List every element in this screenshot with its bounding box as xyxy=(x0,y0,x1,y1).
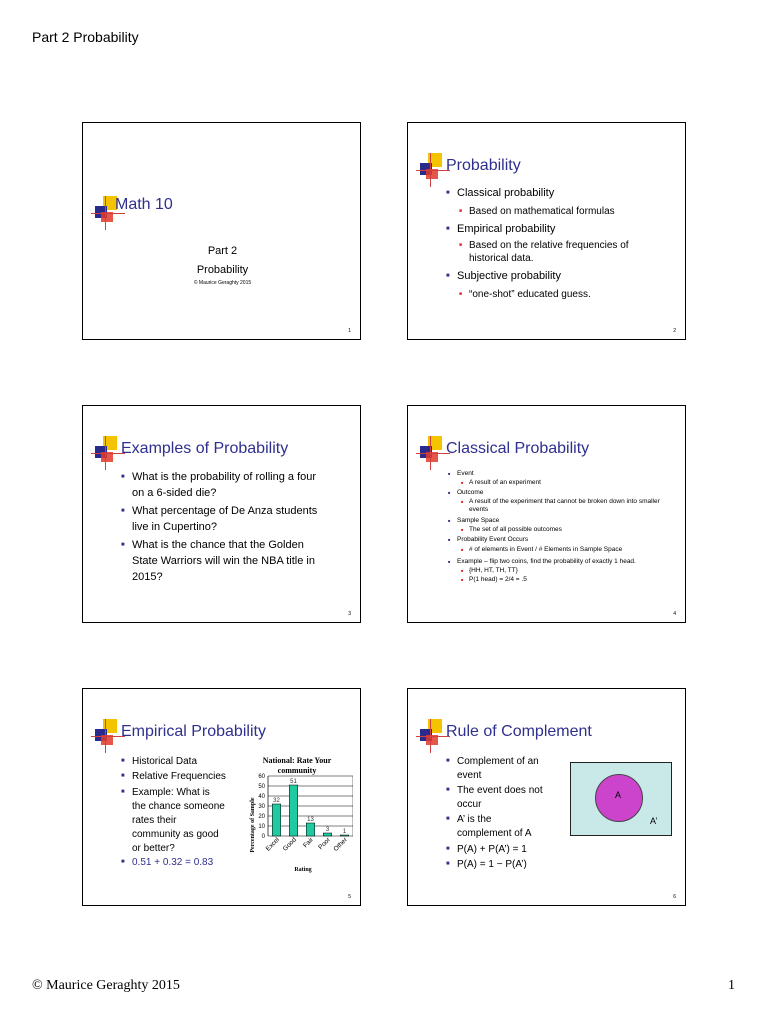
venn-diagram xyxy=(570,762,672,836)
sub-bullet-item: ■ A result of the experiment that cannot be broken down into smaller xyxy=(469,498,660,506)
bullet-item: ■ What is the chance that the Golden xyxy=(132,538,304,553)
slide-title: Probability xyxy=(446,157,521,174)
bullet-item: ■ What is the probability of rolling a four xyxy=(132,470,316,485)
chart-data-label: 3 xyxy=(325,827,330,833)
chart-y-tick-label: 40 xyxy=(258,794,265,800)
slide-logo-icon xyxy=(416,436,450,470)
sub-bullet-item: ■ {HH, HT, TH, TT} xyxy=(469,567,518,575)
bullet-continuation: on a 6-sided die? xyxy=(132,487,217,499)
chart-x-tick-label: Good xyxy=(281,836,298,853)
sub-bullet-continuation: historical data. xyxy=(469,253,534,264)
chart-y-tick-label: 10 xyxy=(258,824,265,830)
bullet-item: ■ Event xyxy=(457,470,474,478)
slide-title: Empirical Probability xyxy=(121,723,266,740)
chart-x-axis-label: Rating xyxy=(294,867,312,873)
chart-title: National: Rate Your xyxy=(262,756,332,765)
chart-y-tick-label: 60 xyxy=(258,774,265,780)
bullet-continuation: occur xyxy=(457,799,482,810)
bullet-continuation: live in Cupertino? xyxy=(132,521,217,533)
bullet-item: ■ Complement of an xyxy=(457,754,539,769)
slide-title: Rule of Complement xyxy=(446,723,592,740)
bullet-item: ■ Sample Space xyxy=(457,517,499,525)
slide-subtitle: Probability xyxy=(196,264,249,276)
slide-number: 3 xyxy=(348,611,351,617)
chart-x-tick-label: Poor xyxy=(317,836,332,852)
slide-title: Examples of Probability xyxy=(121,440,289,457)
chart-data-label: 13 xyxy=(307,817,314,823)
chart-y-tick-label: 30 xyxy=(258,804,265,810)
bullet-continuation: rates their xyxy=(132,815,177,826)
sub-bullet-item: ■ Based on the relative frequencies of xyxy=(469,239,629,252)
slide-1 xyxy=(82,122,361,340)
sub-bullet-item: ■ # of elements in Event / # Elements in Sample Space xyxy=(469,546,622,554)
chart-bar xyxy=(323,833,332,836)
slide-number: 4 xyxy=(673,611,676,617)
slide-copyright: © Maurice Geraghty 2015 xyxy=(193,280,252,286)
slide-2 xyxy=(407,122,686,340)
bullet-continuation: event xyxy=(457,770,482,781)
bullet-item: ■ Example – flip two coins, find the probability of exactly 1 head. xyxy=(457,558,636,566)
bullet-item: ■ Empirical probability xyxy=(457,222,555,237)
slide-subtitle: Part 2 xyxy=(207,245,238,257)
bullet-item: ■ P(A) + P(A’) = 1 xyxy=(457,842,527,857)
slide-3 xyxy=(82,405,361,623)
bullet-item: ■ A’ is the xyxy=(457,812,491,827)
slide-logo-icon xyxy=(91,436,125,470)
chart-data-label: 32 xyxy=(273,798,280,804)
bullet-item: ■ Classical probability xyxy=(457,186,554,201)
bullet-item: ■ Outcome xyxy=(457,489,483,497)
venn-label-complement: A’ xyxy=(650,816,658,826)
chart-bar xyxy=(340,835,349,836)
slide-logo-icon xyxy=(416,719,450,753)
sub-bullet-item: ■ A result of an experiment xyxy=(469,479,541,487)
bullet-continuation: 2015? xyxy=(132,571,163,583)
chart-x-tick-label: Other xyxy=(332,836,349,853)
bullet-item: ■ Historical Data xyxy=(132,754,197,769)
venn-label-a: A xyxy=(615,790,622,800)
sub-bullet-continuation: events xyxy=(469,506,489,513)
slide-4 xyxy=(407,405,686,623)
chart-y-tick-label: 50 xyxy=(258,784,265,790)
page-header: Part 2 Probability xyxy=(32,29,139,45)
bullet-continuation: State Warriors will win the NBA title in xyxy=(132,555,315,567)
rating-bar-chart xyxy=(223,753,353,883)
chart-y-axis-label: Percentage of Sample xyxy=(250,797,256,853)
chart-data-label: 51 xyxy=(290,779,297,785)
chart-data-label: 1 xyxy=(342,829,347,835)
bullet-item: ■ Subjective probability xyxy=(457,269,561,284)
slide-number: 2 xyxy=(673,328,676,334)
slide-title: Classical Probability xyxy=(446,440,590,457)
chart-x-tick-label: Excel xyxy=(264,836,281,853)
bullet-continuation: or better? xyxy=(132,843,175,854)
slide-number: 6 xyxy=(673,894,676,900)
slide-number: 1 xyxy=(348,328,351,334)
slide-5 xyxy=(82,688,361,906)
chart-bar xyxy=(289,785,298,836)
chart-bar xyxy=(272,804,281,836)
chart-y-tick-label: 0 xyxy=(261,834,265,840)
bullet-item: ■ Probability Event Occurs xyxy=(457,536,528,544)
bullet-continuation: the chance someone xyxy=(132,801,225,812)
chart-y-tick-label: 20 xyxy=(258,814,265,820)
bullet-item: ■ What percentage of De Anza students xyxy=(132,504,317,519)
sub-bullet-item: ■ “one-shot” educated guess. xyxy=(469,288,591,301)
sub-bullet-item: ■ Based on mathematical formulas xyxy=(469,205,615,218)
chart-title: community xyxy=(277,766,317,775)
slide-logo-icon xyxy=(416,153,450,187)
chart-bar xyxy=(306,823,315,836)
slide-title: Math 10 xyxy=(115,196,173,213)
bullet-item: ■ P(A) = 1 − P(A’) xyxy=(457,857,527,872)
bullet-continuation: community as good xyxy=(132,829,219,840)
chart-x-tick-label: Fair xyxy=(302,836,315,850)
bullet-item: ■ Example: What is xyxy=(132,785,210,800)
sub-bullet-item: ■ P(1 head) = 2/4 = .5 xyxy=(469,576,527,584)
bullet-item: ■ 0.51 + 0.32 = 0.83 xyxy=(132,855,213,870)
page-footer-number: 1 xyxy=(728,978,735,993)
sub-bullet-item: ■ The set of all possible outcomes xyxy=(469,526,562,534)
bullet-item: ■ The event does not xyxy=(457,783,543,798)
slide-logo-icon xyxy=(91,719,125,753)
page-footer-copyright: © Maurice Geraghty 2015 xyxy=(32,978,180,993)
slide-number: 5 xyxy=(348,894,351,900)
bullet-continuation: complement of A xyxy=(457,828,532,839)
slide-6 xyxy=(407,688,686,906)
bullet-item: ■ Relative Frequencies xyxy=(132,769,226,784)
